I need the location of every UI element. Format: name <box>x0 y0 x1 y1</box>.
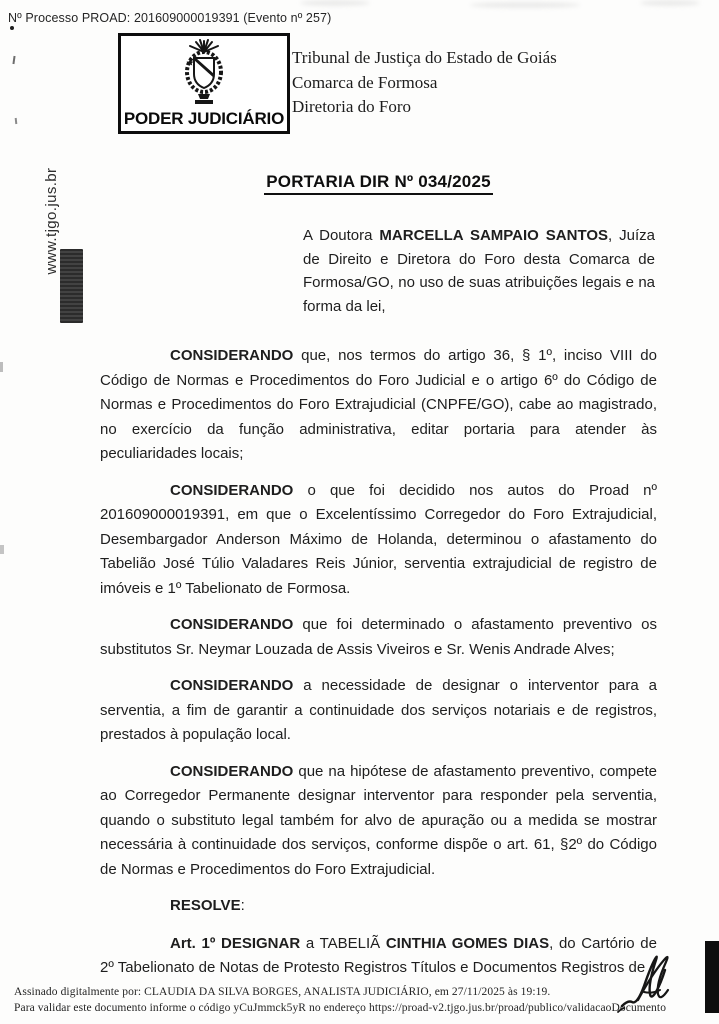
text-run: MARCELLA SAMPAIO SANTOS <box>379 227 609 244</box>
org-header <box>292 46 557 120</box>
text-run: Art. 1º DESIGNAR <box>170 934 301 952</box>
text-run: : <box>240 897 245 914</box>
text-run: , do Cartório de 2º Tabelionato de Notas de Protesto Registros Títulos e Documentos Registros de <box>100 934 657 976</box>
text-run: RESOLVE <box>170 897 241 914</box>
signature-scribble-icon <box>610 942 694 1020</box>
document-body <box>100 344 657 993</box>
org-line-comarca: Comarca de Formosa <box>292 72 438 92</box>
text-run: o que foi decidido nos autos do Proad nº 201609000019391, em que o Excelentíssimo Corregedor do Foro Extrajudicial, Desembargador Anderson Máximo de Holanda, determinou o afastamento do Tabelião José Túlio Valadares Reis Júnior, serventia extrajudicial de registro de imóveis e 1º Tabelionato de Formosa. <box>100 481 657 597</box>
scan-artifact <box>10 26 14 30</box>
scan-artifact <box>470 2 580 8</box>
text-run: A Doutora <box>303 227 380 244</box>
validation-info-line: Para validar este documento informe o código yCuJmmck5yR no endereço https://proad-v2.tjgo.jus.br/proad/publico/validacaoDocumento <box>14 1002 667 1014</box>
text-run: CINTHIA GOMES DIAS <box>385 934 550 952</box>
considerando-paragraph-5 <box>100 760 657 883</box>
org-line-court: Tribunal de Justiça do Estado de Goiás <box>292 48 557 67</box>
text-run: a necessidade de designar o interventor para a serventia, a fim de garantir a continuidade dos serviços notariais e de registros, prestados à população local. <box>100 677 657 743</box>
scan-edge-bar <box>705 941 719 1013</box>
text-run: CONSIDERANDO <box>170 347 294 364</box>
scan-artifact <box>12 56 15 64</box>
process-number-line: Nº Processo PROAD: 201609000019391 (Evento nº 257) <box>8 11 332 25</box>
judiciary-logo-box <box>118 33 290 134</box>
preamble-paragraph <box>303 224 655 318</box>
barcode-mark <box>60 249 83 323</box>
resolve-heading <box>100 894 657 919</box>
text-run: que foi determinado o afastamento preventivo os substitutos Sr. Neymar Louzada de Assis Viveiros e Sr. Wenis Andrade Alves; <box>100 616 657 658</box>
considerando-paragraph-1 <box>100 344 657 467</box>
text-run: , Juíza de Direito e Diretora do Foro desta Comarca de Formosa/GO, no uso de suas atribuições legais e na forma da lei, <box>303 227 655 315</box>
scan-artifact <box>15 118 18 124</box>
text-run: CONSIDERANDO <box>170 481 294 499</box>
text-run: que, nos termos do artigo 36, § 1º, inciso VIII do Código de Normas e Procedimentos do Foro Judicial e o artigo 6º do Código de Normas e Procedimentos do Foro Extrajudicial (CNPFE/GO), cabe ao magistrado, no exercício da função administrativa, editar portaria para atender às peculiaridades locais; <box>100 347 657 462</box>
text-run: CONSIDERANDO <box>170 677 294 694</box>
considerando-paragraph-4 <box>100 674 657 748</box>
website-watermark: www.tjgo.jus.br <box>43 167 60 275</box>
scan-artifact <box>640 0 700 6</box>
text-run: CONSIDERANDO <box>170 616 294 633</box>
text-run: a TABELIÃ <box>300 934 386 952</box>
text-run: CONSIDERANDO <box>170 762 294 780</box>
logo-caption: PODER JUDICIÁRIO <box>123 109 285 128</box>
org-line-diretoria: Diretoria do Foro <box>292 97 411 116</box>
document-title: PORTARIA DIR Nº 034/2025 <box>264 172 493 195</box>
scan-artifact <box>300 0 370 6</box>
article-1-paragraph <box>100 932 657 981</box>
title-row <box>100 172 657 195</box>
coat-of-arms-icon <box>169 38 239 110</box>
considerando-paragraph-2 <box>100 479 657 602</box>
signature-info-line: Assinado digitalmente por: CLAUDIA DA SILVA BORGES, ANALISTA JUDICIÁRIO, em 27/11/2025 às 19:19. <box>14 986 551 998</box>
scan-artifact <box>0 545 4 554</box>
digital-signature-footer <box>14 984 674 1016</box>
scan-artifact <box>0 362 3 372</box>
considerando-paragraph-3 <box>100 613 657 662</box>
text-run: que na hipótese de afastamento preventivo, compete ao Corregedor Permanente designar interventor para responder pela serventia, quando o substituto legal também for alvo de apuração ou a medida se mostrar necessária à continuidade dos serviços, conforme dispõe o art. 61, §2º do Código de Normas e Procedimentos do Foro Extrajudicial. <box>100 762 657 878</box>
